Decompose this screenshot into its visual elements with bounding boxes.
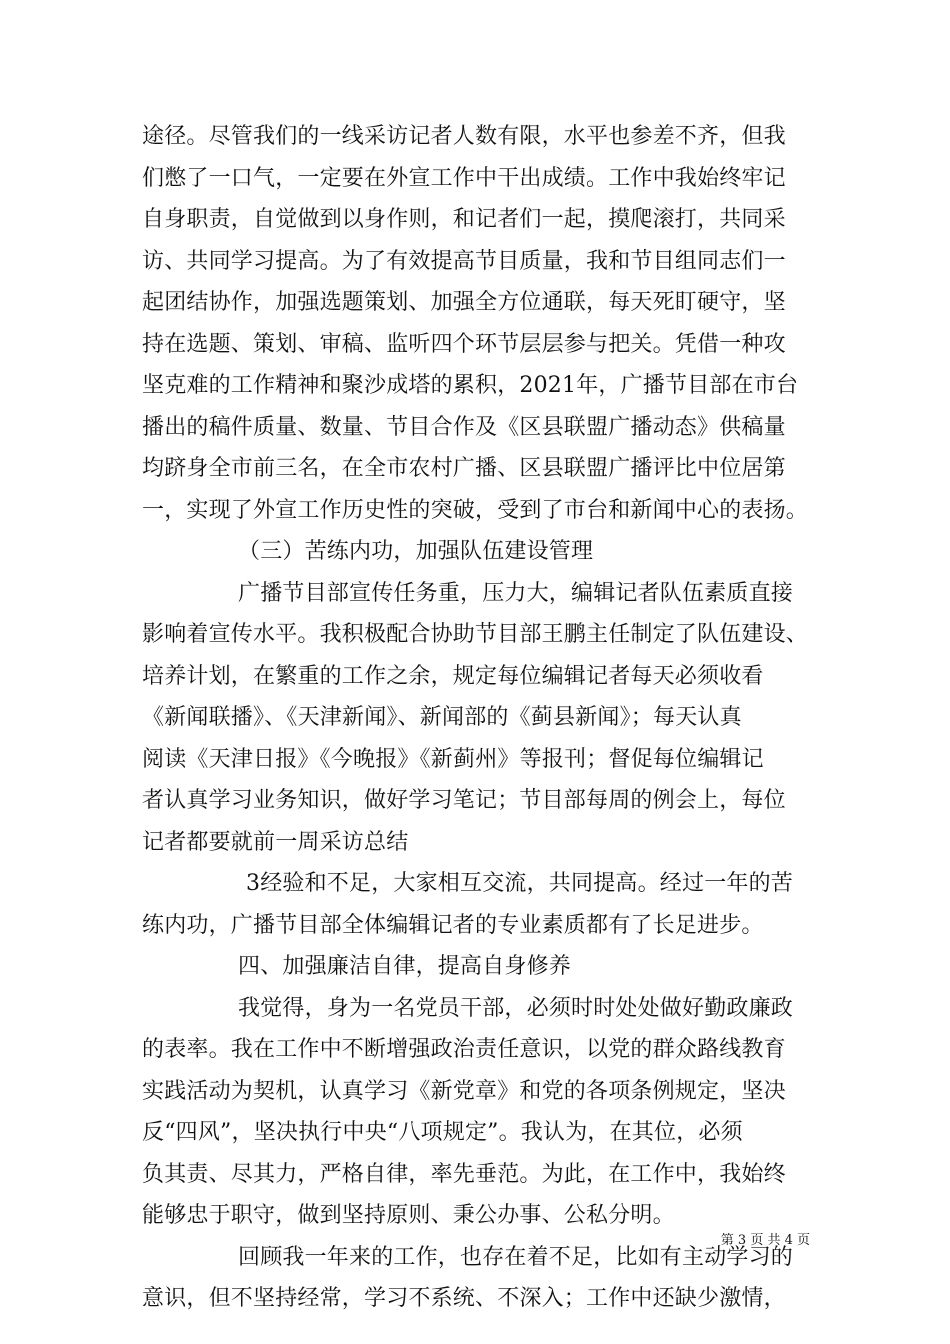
- text-line: 练内功，广播节目部全体编辑记者的专业素质都有了长足进步。: [142, 912, 764, 938]
- paragraph-start-line: 广播节目部宣传任务重，压力大，编辑记者队伍素质直接: [238, 580, 794, 606]
- text-line: 意识，但不坚持经常，学习不系统、不深入；工作中还缺少激情，: [142, 1286, 786, 1311]
- text-line: 访、共同学习提高。为了有效提高节目质量，我和节目组同志们一: [142, 248, 786, 274]
- text-line: 起团结协作，加强选题策划、加强全方位通联，每天死盯硬守，坚: [142, 290, 786, 315]
- text-line: 记者都要就前一周采访总结: [142, 829, 409, 855]
- text-line: 《新闻联播》、《天津新闻》、新闻部的《蓟县新闻》；每天认真: [142, 705, 742, 730]
- text-line: 一，实现了外宣工作历史性的突破，受到了市台和新闻中心的表扬。: [142, 497, 809, 523]
- text-line: 能够忠于职守，做到坚持原则、秉公办事、公私分明。: [142, 1203, 675, 1228]
- text-line: 自身职责，自觉做到以身作则，和记者们一起，摸爬滚打，共同采: [142, 207, 786, 232]
- paragraph-start-line: 回顾我一年来的工作，也存在着不足，比如有主动学习的: [238, 1244, 794, 1270]
- text-line: 影响着宣传水平。我积极配合协助节目部王鹏主任制定了队伍建设、: [142, 622, 809, 647]
- text-line: 们憋了一口气，一定要在外宣工作中干出成绩。工作中我始终牢记: [142, 165, 786, 191]
- text-line: 的表率。我在工作中不断增强政治责任意识，以党的群众路线教育: [142, 1037, 786, 1062]
- section-heading: 四、加强廉洁自律，提高自身修养: [238, 954, 572, 979]
- text-line: 培养计划，在繁重的工作之余，规定每位编辑记者每天必须收看: [142, 663, 764, 689]
- text-line: 反“四风”，坚决执行中央“八项规定”。我认为，在其位，必须: [142, 1120, 743, 1145]
- section-heading: （三）苦练内功，加强队伍建设管理: [238, 539, 594, 564]
- text-line: 负其责、尽其力，严格自律，率先垂范。为此，在工作中，我始终: [142, 1161, 786, 1187]
- text-line: 均跻身全市前三名，在全市农村广播、区县联盟广播评比中位居第: [142, 456, 786, 481]
- text-line: 坚克难的工作精神和聚沙成塔的累积，2021年，广播节目部在市台: [142, 373, 799, 398]
- paragraph-start-line: 3经验和不足，大家相互交流，共同提高。经过一年的苦: [246, 871, 793, 896]
- text-line: 播出的稿件质量、数量、节目合作及《区县联盟广播动态》供稿量: [142, 414, 786, 440]
- document-body: [142, 116, 812, 1320]
- text-line: 实践活动为契机，认真学习《新党章》和党的各项条例规定，坚决: [142, 1078, 786, 1104]
- text-line: 持在选题、策划、审稿、监听四个环节层层参与把关。凭借一种攻: [142, 331, 786, 357]
- paragraph-start-line: 我觉得，身为一名党员干部，必须时时处处做好勤政廉政: [238, 995, 794, 1021]
- text-line: 阅读《天津日报》《今晚报》《新蓟州》等报刊；督促每位编辑记: [142, 746, 764, 772]
- page-number: 第 3 页 共 4 页: [720, 1233, 810, 1248]
- text-line: 者认真学习业务知识，做好学习笔记；节目部每周的例会上，每位: [142, 788, 786, 813]
- text-line: 途径。尽管我们的一线采访记者人数有限，水平也参差不齐，但我: [142, 124, 786, 149]
